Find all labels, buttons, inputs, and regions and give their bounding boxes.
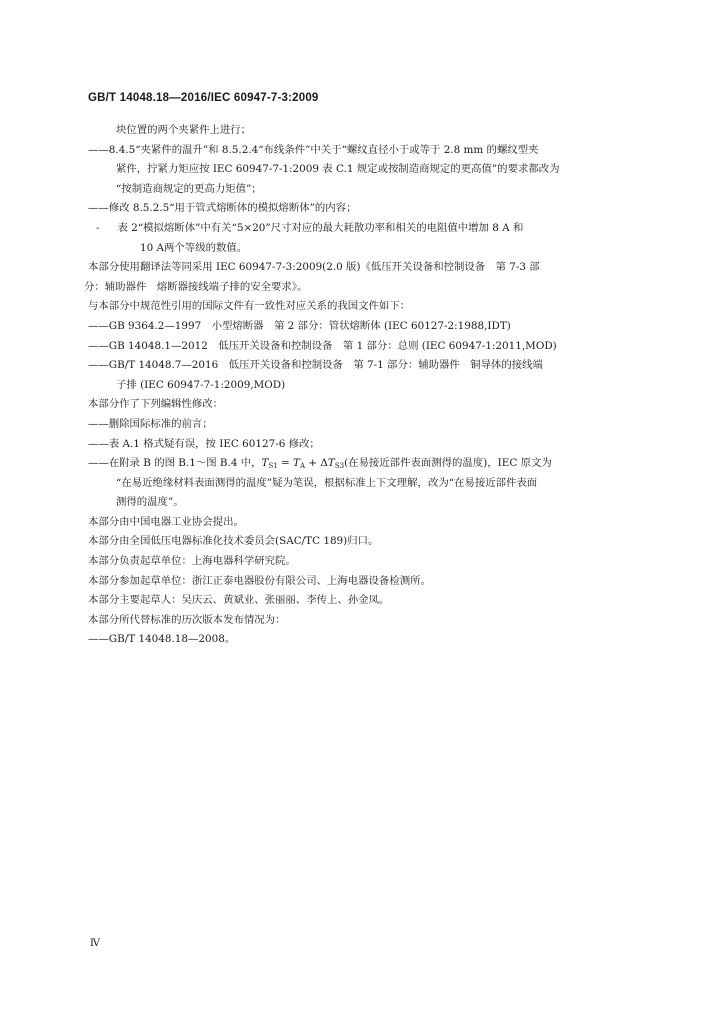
formula-subscript: A: [299, 462, 306, 471]
text-line: ——在附录 B 的图 B.1～图 B.4 中，: [88, 457, 262, 470]
formula-subscript: S3: [334, 462, 345, 471]
paragraph-line: 本部分作了下列编辑性修改：: [88, 398, 224, 411]
page-number: Ⅳ: [90, 938, 100, 949]
formula-symbol: T: [327, 457, 335, 470]
list-item: [88, 454, 656, 474]
text-line: 块位置的两个夹紧件上进行；: [116, 124, 252, 136]
paragraph-line: 本部分所代替标准的历次版本发布情况为：: [88, 613, 286, 626]
paragraph-line: 本部分负责起草单位：上海电器科学研究院。: [88, 555, 296, 568]
list-item: [96, 219, 656, 239]
formula-symbol: T: [293, 457, 300, 470]
text-line: 表 2“模拟熔断体”中有关“5×20”尺寸对应的最大耗散功率和相关的电阻值中增加 8 A 和: [117, 221, 524, 234]
list-item: ——GB 14048.1—2012 低压开关设备和控制设备 第 1 部分：总则 (IEC 60947-1:2011,MOD): [88, 339, 557, 352]
paragraph-line: 与本部分中规范性引用的国际文件有一致性对应关系的我国文件如下：: [88, 300, 411, 313]
paragraph-line: 本部分由全国低压电器标准化技术委员会(SAC/TC 189)归口。: [88, 535, 379, 548]
list-item: ——GB 9364.2—1997 小型熔断器 第 2 部分：管状熔断体 (IEC 60127-2:1988,IDT): [88, 319, 511, 332]
text-line: (在易接近部件表面测得的温度)，IEC 原文为: [344, 457, 552, 470]
formula-operator: =: [277, 457, 294, 470]
paragraph-line: 本部分参加起草单位：浙江正泰电器股份有限公司、上海电器设备检测所。: [88, 574, 431, 587]
list-item: ——表 A.1 格式疑有误，按 IEC 60127-6 修改；: [88, 437, 320, 450]
formula-subscript: S1: [268, 462, 278, 471]
text-line: 紧件，拧紧力矩应按 IEC 60947-7-1:2009 表 C.1 规定或按制造商规定的更高值”的要求都改为: [116, 163, 560, 176]
paragraph-line: 本部分由中国电器工业协会提出。: [88, 515, 244, 528]
text-line: “按制造商规定的更高力矩值”；: [116, 182, 262, 195]
text-line: 测得的温度”。: [116, 496, 184, 509]
formula-operator: + Δ: [305, 457, 328, 470]
list-item: ——修改 8.5.2.5“用于管式熔断体的模拟熔断体”的内容；: [88, 202, 357, 215]
text-line: 子排 (IEC 60947-7-1:2009,MOD): [116, 378, 286, 391]
document-body: [84, 121, 656, 650]
formula-symbol: T: [261, 457, 269, 470]
paragraph-line: 本部分主要起草人：吴庆云、黄斌业、张丽丽、李传上、孙金凤。: [88, 594, 390, 607]
list-item: ——GB/T 14048.7—2016 低压开关设备和控制设备 第 7-1 部分：辅助器件 铜导体的接线端: [88, 359, 543, 372]
list-item: ——GB/T 14048.18—2008。: [88, 633, 236, 646]
list-item: ——删除国际标准的前言；: [88, 417, 213, 430]
list-item: ——8.4.5“夹紧件的温升”和 8.5.2.4“布线条件”中关于“螺纹直径小于或等于 2.8 mm 的螺纹型夹: [88, 143, 539, 156]
text-line: 10 A两个等级的数值。: [140, 241, 248, 254]
text-line: 分：辅助器件 熔断器接线端子排的安全要求》。: [84, 280, 308, 293]
paragraph-line: 本部分使用翻译法等同采用 IEC 60947-7-3:2009(2.0 版)《低压开关设备和控制设备 第 7-3 部: [88, 261, 540, 274]
dash-marker: -: [96, 221, 100, 234]
text-line: “在易近绝缘材料表面测得的温度”疑为笔误，根据标准上下文理解，改为“在易接近部件表面: [116, 476, 538, 489]
standard-code-header: GB/T 14048.18—2016/IEC 60947-7-3:2009: [88, 92, 319, 104]
